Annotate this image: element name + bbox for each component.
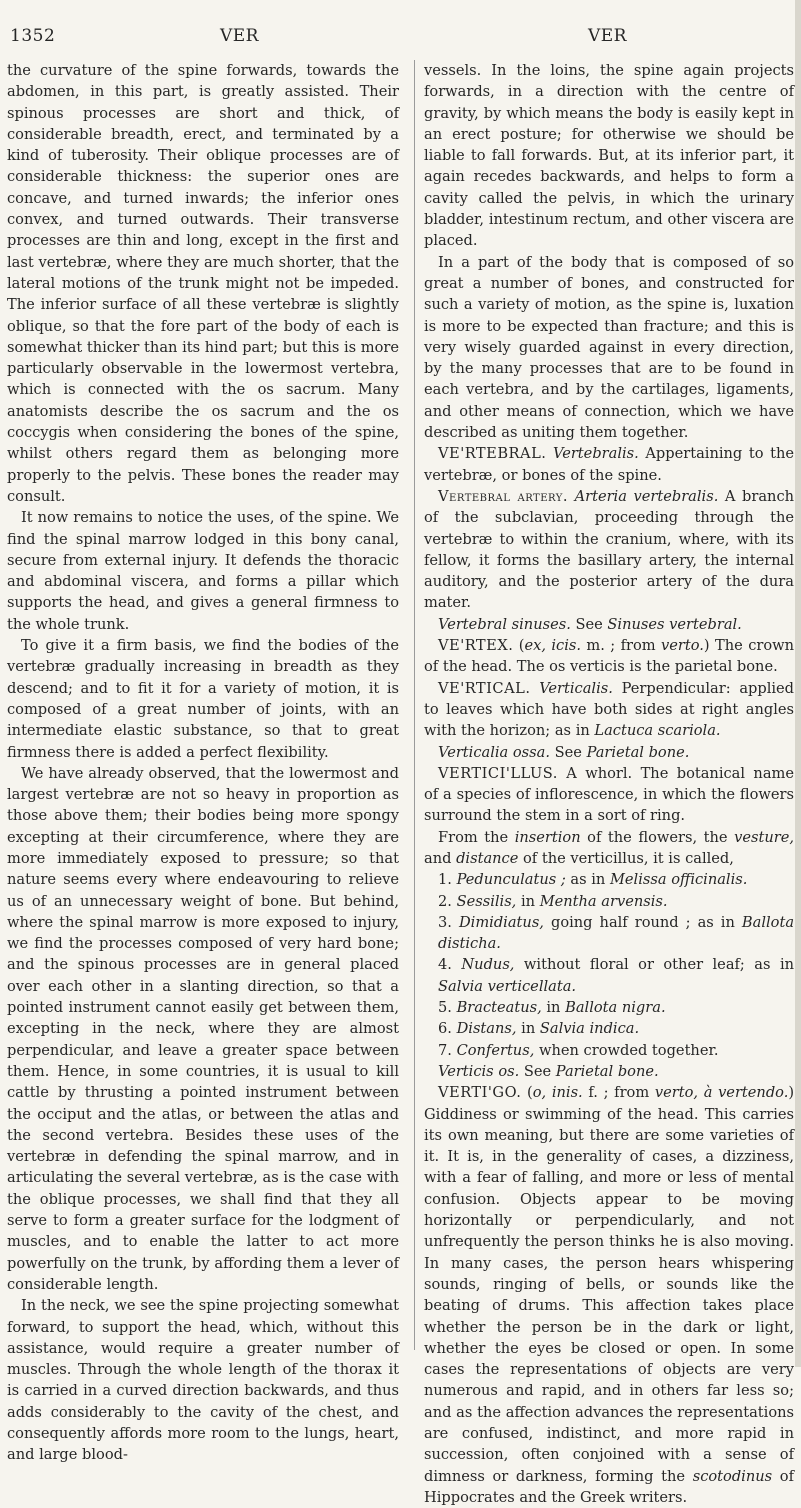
list-item: [424, 954, 794, 997]
headword: VERTI'GO.: [438, 1084, 522, 1102]
item-number: 4.: [438, 956, 452, 974]
item-text: as in: [570, 871, 606, 889]
right-running-head: VER: [588, 26, 627, 46]
cross-reference: Sinuses vertebral.: [607, 615, 742, 633]
item-term: Bracteatus,: [456, 999, 542, 1017]
paragraph: the curvature of the spine forwards, towards the abdomen, in this part, is greatly assisted. Their spinous processes are short and thick, of considerable breadth, erect, and terminated by a kind of tuberosity. Their oblique processes are of considerable thickness: the superior ones are concave, and turned inwards; the inferior ones convex, and turned outwards. Their transverse processes are thin and long, except in the first and last vertebræ, where they are much shorter, that the lateral motions of the trunk might not be impeded. The inferior surface of all these vertebræ is slightly oblique, so that the fore part of the body of each is somewhat thicker than its hind part; but this is more particularly observable in the lowermost vertebra, which is connected with the os sacrum. Many anatomists describe the os sacrum and the os coccygis when considering the bones of the spine, whilst others regard them as belonging more properly to the pelvis. These bones the reader may consult.: [7, 62, 399, 505]
example: Lactuca scariola.: [594, 722, 721, 740]
paragraph: In a part of the body that is composed of so great a number of bones, and constructed for such a variety of motion, as the spine is, luxation is more to be expected than fracture; and this is very wisely guarded against in every direction, by the many processes that are to be found in each vertebra, and by the cartilages, ligaments, and other means of connection, which we have described as uniting them together.: [424, 253, 794, 442]
item-number: 1.: [438, 871, 452, 889]
definition: Giddiness or swimming of the head. This carries its own meaning, but there are some varieties of it. It is, in the generality of cases, a dizziness, with a fear of falling, and more or less of mental confusion. Objects appear to be moving horizontally or perpendicularly, and not unfrequently the person thinks he is also moving. In many cases, the person hears whispering sounds, ringing of bells, or sounds like the beating of drums. This affection takes place whether the person be in the dark or light, whether the eyes be closed or open. In some cases the representations of objects are very numerous and rapid, and in others far less so; and as the affection advances the representations are confused, indistinct, and more rapid in succession, often conjoined with a sense of dimness or darkness, forming the: [424, 1105, 794, 1485]
item-number: 6.: [438, 1020, 452, 1038]
item-number: 2.: [438, 892, 452, 910]
column-divider: [414, 60, 415, 1350]
definition: The crown of the head. The os verticis is the parietal bone.: [424, 637, 795, 676]
item-example: Ballota disticha.: [438, 913, 795, 953]
italic-text: vesture,: [734, 828, 794, 846]
item-example: Salvia indica.: [539, 1020, 640, 1038]
item-example: Melissa officinalis.: [609, 871, 748, 889]
list-item: [424, 912, 794, 955]
right-column: [424, 60, 795, 1506]
entry-vertebral-sinuses: [424, 614, 794, 635]
entry-vertebral-artery: [424, 486, 794, 614]
term: Verticis os.: [438, 1062, 520, 1080]
grammar-mid: f. ; from: [588, 1084, 650, 1102]
text: and: [424, 849, 452, 867]
see-label: See: [554, 743, 582, 761]
etymology: verto.: [661, 637, 704, 655]
paragraph: In the neck, we see the spine projecting somewhat forward, to support the head, which, without this assistance, would require a greater number of muscles. Through the whole length of the thorax it is carried in a curved direction backwards, and thus adds considerably to the cavity of the chest, and consequently affords more room to the lungs, heart, and large blood-: [7, 1297, 399, 1464]
page-header: [0, 26, 801, 52]
text: of the flowers, the: [587, 828, 728, 846]
item-text: when crowded together.: [538, 1041, 719, 1059]
etymology: verto, à vertendo.: [654, 1084, 789, 1102]
definition: A branch of the subclavian, proceeding through the vertebræ to within the cranium, where, with its fellow, it forms the basillary artery, the internal auditory, and the posterior artery of the dura mater.: [424, 487, 795, 612]
left-running-head: VER: [220, 26, 259, 46]
term: Verticalia ossa.: [438, 743, 550, 761]
list-item: [424, 1018, 794, 1039]
paragraph: To give it a firm basis, we find the bodies of the vertebræ gradually increasing in breadth as they descend; and to fit it for a variety of motion, it is composed of a great number of joints, with an intermediate elastic substance, so that to great firmness there is added a perfect flexibility.: [7, 637, 399, 761]
page-edge: [795, 0, 801, 1367]
item-example: Salvia verticellata.: [438, 977, 577, 995]
paragraph: vessels. In the loins, the spine again projects forwards, in a direction with the centre of gravity, by which means the body is easily kept in an erect posture; for otherwise we should be liable to fall forwards. But, at its inferior part, it again recedes backwards, and helps to form a cavity called the pelvis, in which the urinary bladder, intestinum rectum, and other viscera are placed.: [424, 62, 794, 250]
entry-verticalia: [424, 742, 794, 763]
paragraph: We have already observed, that the lowermost and largest vertebræ are not so heavy in proportion as those above them; their bodies being more spongy excepting at their circumference, where they are more immediately exposed to pressure; so that nature seems every where endeavouring to relieve us of an unnecessary weight of bone. But behind, where the spinal marrow is more exposed to injury, we find the processes composed of very hard bone; and the spinous processes are in general placed over each other in a slanting direction, so that a pointed instrument cannot easily get between them, excepting in the neck, where they are almost perpendicular, and leave a greater space between them. Hence, in some countries, it is usual to kill cattle by thrusting a pointed instrument between the occiput and the atlas, or between the atlas and the second vertebra. Besides these uses of the vertebræ in defending the spinal marrow, and in articulating the several vertebræ, as is the case with the oblique processes, we shall find that they all serve to form a greater surface for the lodgment of muscles, and to enable the latter to act more powerfully on the trunk, by affording them a lever of considerable length.: [7, 764, 399, 1293]
headword: VERTICI'LLUS.: [438, 764, 558, 782]
grammar-close: ): [788, 1084, 795, 1102]
headword: Vertebral artery.: [438, 487, 568, 505]
see-label: See: [575, 615, 603, 633]
item-text: in: [520, 892, 536, 910]
verticillus-intro: [424, 827, 794, 870]
cross-reference: Parietal bone.: [555, 1062, 659, 1080]
item-term: Sessilis,: [456, 892, 517, 910]
list-item: [424, 997, 794, 1018]
definition: A whorl. The botanical name of a species of inflorescence, in which the flowers surround the stem in a sort of ring.: [424, 764, 795, 825]
entry-verticis-os: [424, 1061, 794, 1082]
entry-vertical: [424, 678, 794, 742]
latin-term: Arteria vertebralis.: [574, 487, 719, 505]
italic-term: scotodinus: [692, 1467, 773, 1485]
latin-term: Verticalis.: [539, 679, 613, 697]
item-number: 7.: [438, 1041, 452, 1059]
grammar-word: ex, icis.: [524, 637, 582, 655]
item-text: going half round ; as in: [550, 913, 735, 931]
item-term: Confertus,: [456, 1041, 535, 1059]
item-number: 5.: [438, 999, 452, 1017]
latin-term: Vertebralis.: [553, 445, 639, 463]
grammar-close: ): [703, 637, 710, 655]
cross-reference: Parietal bone.: [586, 743, 690, 761]
italic-text: insertion: [514, 828, 581, 846]
headword: VE'RTEBRAL.: [438, 445, 547, 463]
list-item: [424, 891, 794, 912]
see-label: See: [523, 1062, 552, 1080]
headword: VE'RTEX.: [438, 637, 514, 655]
definition: Appertaining to the vertebræ, or bones of the spine.: [424, 445, 794, 484]
list-item: [424, 1040, 794, 1061]
page-number: 1352: [10, 26, 56, 46]
item-text: in: [546, 999, 561, 1017]
item-example: Ballota nigra.: [565, 999, 666, 1017]
item-text: without floral or other leaf; as in: [523, 956, 795, 974]
text: of the verticillus, it is called,: [523, 849, 734, 867]
headword: VE'RTICAL.: [438, 679, 531, 697]
list-item: [424, 869, 794, 890]
item-example: Mentha arvensis.: [539, 892, 668, 910]
definition-end: of Hippocrates and the Greek writers.: [424, 1467, 794, 1506]
item-term: Distans,: [456, 1020, 517, 1038]
item-term: Dimidiatus,: [458, 913, 544, 931]
grammar-open: (: [518, 637, 525, 655]
item-term: Nudus,: [461, 956, 515, 974]
term: Vertebral sinuses.: [438, 615, 571, 633]
italic-text: distance: [456, 849, 519, 867]
grammar-mid: m. ; from: [586, 637, 656, 655]
item-term: Pedunculatus ;: [456, 871, 566, 889]
paragraph: It now remains to notice the uses, of the spine. We find the spinal marrow lodged in this bony canal, secure from external injury. It defends the thoracic and abdominal viscera, and forms a pillar which supports the head, and gives a general firmness to the whole trunk.: [7, 509, 399, 633]
entry-vertigo: [424, 1082, 794, 1508]
text: From the: [438, 828, 509, 846]
entry-verticillus: [424, 763, 794, 827]
definition: Perpendicular: applied to leaves which have both sides at right angles with the horizon; as in: [424, 679, 795, 740]
grammar-open: (: [527, 1084, 533, 1102]
item-number: 3.: [438, 913, 452, 931]
left-column: [7, 60, 399, 1464]
item-text: in: [521, 1020, 536, 1038]
entry-vertex: [424, 635, 794, 678]
entry-vertebral: [424, 443, 794, 486]
grammar-word: o, inis.: [532, 1084, 583, 1102]
